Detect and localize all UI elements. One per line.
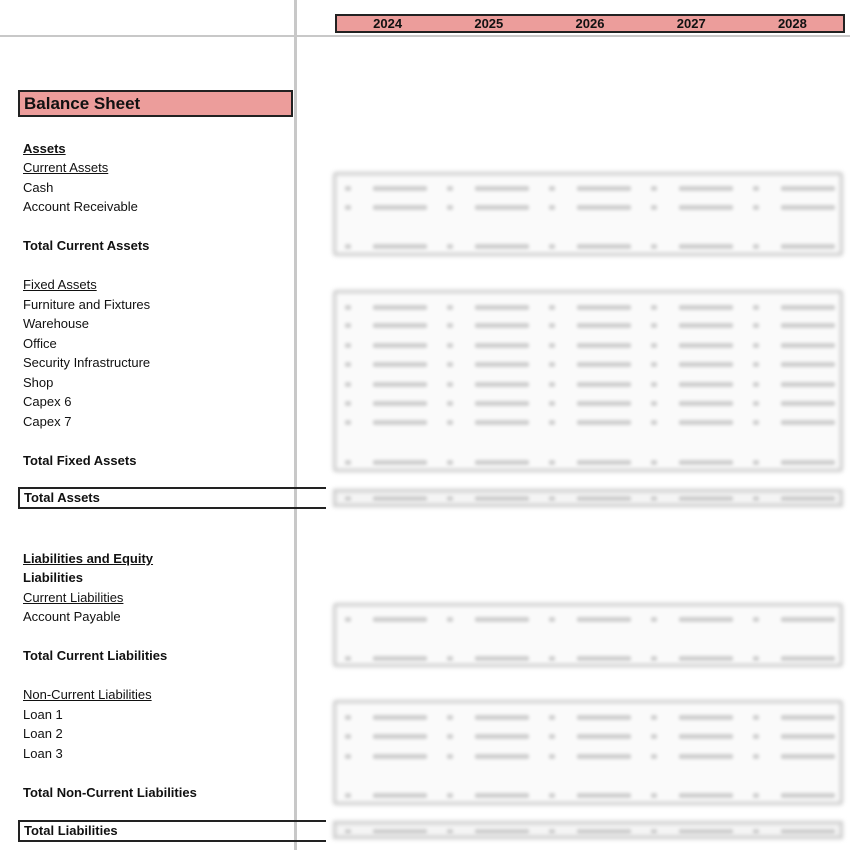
blurred-value-mark [651,305,657,310]
row-label-loan-3: Loan 3 [23,746,63,761]
blurred-value-mark [781,343,835,348]
blurred-value-mark [577,715,631,720]
blurred-value-mark [373,793,427,798]
blurred-value-mark [651,362,657,367]
blurred-value-mark [475,305,529,310]
blurred-value-mark [345,382,351,387]
blurred-value-mark [549,401,555,406]
blurred-value-mark [753,244,759,249]
blurred-value-mark [373,362,427,367]
blurred-value-mark [781,401,835,406]
blurred-value-mark [651,186,657,191]
blurred-value-mark [549,793,555,798]
blurred-value-mark [781,754,835,759]
blurred-value-mark [373,656,427,661]
blurred-value-mark [549,460,555,465]
year-2026: 2026 [575,16,605,31]
noncurrent-liabilities-heading: Non-Current Liabilities [23,687,152,702]
blurred-value-mark [679,362,733,367]
blurred-value-mark [753,362,759,367]
blurred-value-mark [447,460,453,465]
blurred-value-mark [679,186,733,191]
blurred-value-mark [447,829,453,834]
blurred-value-mark [373,460,427,465]
blurred-value-mark [373,205,427,210]
blurred-value-mark [447,656,453,661]
liabilities-heading: Liabilities [23,570,83,585]
blurred-value-mark [651,323,657,328]
blurred-value-mark [753,754,759,759]
blurred-value-mark [577,617,631,622]
blurred-value-mark [345,754,351,759]
blurred-value-mark [447,362,453,367]
blurred-value-mark [475,754,529,759]
blurred-value-mark [781,186,835,191]
blurred-value-mark [373,305,427,310]
row-label-loan-2: Loan 2 [23,726,63,741]
blurred-value-mark [651,715,657,720]
blurred-value-mark [781,617,835,622]
blurred-value-mark [447,343,453,348]
blurred-value-mark [753,656,759,661]
blurred-value-mark [781,734,835,739]
blurred-value-mark [679,793,733,798]
blurred-value-mark [753,496,759,501]
blurred-value-mark [549,617,555,622]
fixed-assets-heading: Fixed Assets [23,277,97,292]
blurred-value-mark [373,323,427,328]
column-divider [294,0,297,850]
blurred-value-mark [549,205,555,210]
row-label-furniture: Furniture and Fixtures [23,297,151,312]
blurred-value-mark [781,382,835,387]
year-header [335,14,845,33]
blurred-value-mark [373,401,427,406]
blurred-value-mark [781,205,835,210]
row-label-loan-1: Loan 1 [23,707,63,722]
blurred-value-mark [475,656,529,661]
blurred-value-mark [447,496,453,501]
blurred-value-mark [753,401,759,406]
blurred-value-mark [753,205,759,210]
blurred-value-mark [679,496,733,501]
assets-heading: Assets [23,141,66,156]
blurred-value-mark [577,305,631,310]
row-label-capex-7: Capex 7 [23,414,72,429]
blurred-value-mark [753,829,759,834]
blurred-value-mark [447,754,453,759]
total-current-assets-label: Total Current Assets [23,238,150,253]
blurred-value-mark [475,343,529,348]
blurred-value-mark [345,793,351,798]
blurred-value-mark [549,829,555,834]
blurred-value-mark [679,715,733,720]
blurred-value-mark [345,362,351,367]
blurred-value-mark [577,244,631,249]
blurred-value-mark [549,420,555,425]
row-label-shop: Shop [23,375,54,390]
blurred-value-mark [679,323,733,328]
blurred-value-mark [781,305,835,310]
blurred-value-mark [475,205,529,210]
blurred-value-mark [651,617,657,622]
year-2024: 2024 [373,16,403,31]
blurred-value-mark [679,244,733,249]
blurred-value-mark [373,244,427,249]
blurred-value-mark [447,715,453,720]
blurred-value-mark [753,793,759,798]
blurred-value-mark [577,829,631,834]
blurred-value-mark [577,460,631,465]
blurred-value-mark [651,829,657,834]
row-label-cash: Cash [23,180,54,195]
blurred-value-mark [781,496,835,501]
year-2028: 2028 [777,16,807,31]
blurred-value-mark [373,715,427,720]
blurred-value-mark [373,734,427,739]
blurred-value-mark [651,793,657,798]
blurred-value-mark [549,244,555,249]
row-label-account-receivable: Account Receivable [23,199,138,214]
blurred-value-mark [679,343,733,348]
blurred-value-mark [753,323,759,328]
blurred-value-mark [781,244,835,249]
blurred-value-mark [549,754,555,759]
header-divider [0,35,850,37]
blurred-value-mark [781,793,835,798]
blurred-value-mark [753,305,759,310]
blurred-value-mark [753,186,759,191]
blurred-value-mark [781,460,835,465]
blurred-value-mark [345,420,351,425]
blurred-value-mark [679,420,733,425]
blurred-value-mark [345,343,351,348]
blurred-value-mark [345,496,351,501]
blurred-value-mark [753,382,759,387]
blurred-value-mark [679,305,733,310]
sheet-title: Balance Sheet [18,90,293,117]
blurred-value-mark [549,382,555,387]
blurred-value-mark [475,244,529,249]
blurred-value-mark [577,205,631,210]
blurred-value-mark [577,656,631,661]
blurred-value-mark [781,420,835,425]
blurred-value-mark [753,734,759,739]
blurred-value-mark [549,323,555,328]
blurred-value-mark [447,617,453,622]
blurred-value-mark [345,205,351,210]
blurred-value-mark [753,715,759,720]
blurred-value-mark [475,829,529,834]
blurred-value-mark [475,793,529,798]
blurred-value-mark [373,382,427,387]
blurred-value-mark [577,401,631,406]
blurred-value-mark [651,420,657,425]
blurred-value-mark [679,754,733,759]
blurred-value-mark [577,362,631,367]
blurred-value-mark [753,617,759,622]
row-label-office: Office [23,336,57,351]
blurred-value-mark [345,715,351,720]
liabilities-equity-heading: Liabilities and Equity [23,551,154,566]
blurred-value-mark [345,244,351,249]
blurred-value-mark [651,754,657,759]
blurred-value-mark [549,305,555,310]
blurred-value-mark [781,829,835,834]
blurred-value-mark [373,186,427,191]
blurred-value-mark [345,829,351,834]
blurred-value-mark [447,420,453,425]
total-fixed-assets-label: Total Fixed Assets [23,453,137,468]
blurred-value-mark [753,343,759,348]
blurred-value-mark [549,715,555,720]
blurred-value-mark [651,460,657,465]
total-liabilities-label: Total Liabilities [18,820,326,842]
blurred-value-mark [651,205,657,210]
blurred-value-mark [475,401,529,406]
blurred-value-mark [447,244,453,249]
blurred-value-mark [447,793,453,798]
blurred-value-mark [475,323,529,328]
blurred-value-mark [345,656,351,661]
blurred-value-mark [345,460,351,465]
blurred-value-mark [577,323,631,328]
blurred-value-mark [549,343,555,348]
blurred-value-mark [781,362,835,367]
blurred-value-mark [781,323,835,328]
fixed-assets-values-blurred [333,290,843,472]
blurred-value-mark [447,323,453,328]
blurred-value-mark [475,186,529,191]
blurred-value-mark [345,305,351,310]
blurred-value-mark [753,420,759,425]
current-liabilities-heading: Current Liabilities [23,590,124,605]
blurred-value-mark [475,617,529,622]
blurred-value-mark [475,496,529,501]
row-label-capex-6: Capex 6 [23,394,72,409]
blurred-value-mark [345,401,351,406]
blurred-value-mark [577,754,631,759]
blurred-value-mark [475,715,529,720]
blurred-value-mark [679,617,733,622]
blurred-value-mark [373,496,427,501]
blurred-value-mark [651,656,657,661]
blurred-value-mark [475,460,529,465]
total-assets-label: Total Assets [18,487,326,509]
row-label-security: Security Infrastructure [23,355,151,370]
current-assets-heading: Current Assets [23,160,109,175]
blurred-value-mark [651,401,657,406]
blurred-value-mark [679,401,733,406]
blurred-value-mark [679,656,733,661]
blurred-value-mark [549,186,555,191]
row-label-warehouse: Warehouse [23,316,89,331]
blurred-value-mark [475,734,529,739]
blurred-value-mark [577,382,631,387]
blurred-value-mark [577,420,631,425]
blurred-value-mark [447,205,453,210]
blurred-value-mark [345,186,351,191]
blurred-value-mark [577,343,631,348]
blurred-value-mark [679,734,733,739]
blurred-value-mark [373,829,427,834]
blurred-value-mark [679,829,733,834]
blurred-value-mark [679,382,733,387]
blurred-value-mark [447,186,453,191]
blurred-value-mark [679,205,733,210]
year-2025: 2025 [474,16,504,31]
blurred-value-mark [679,460,733,465]
blurred-value-mark [475,362,529,367]
blurred-value-mark [651,244,657,249]
row-label-account-payable: Account Payable [23,609,121,624]
blurred-value-mark [373,754,427,759]
total-noncurrent-liabilities-label: Total Non-Current Liabilities [23,785,197,800]
blurred-value-mark [577,496,631,501]
blurred-value-mark [447,401,453,406]
blurred-value-mark [651,734,657,739]
blurred-value-mark [475,420,529,425]
blurred-value-mark [345,734,351,739]
blurred-value-mark [549,362,555,367]
blurred-value-mark [577,793,631,798]
blurred-value-mark [781,656,835,661]
blurred-value-mark [447,305,453,310]
blurred-value-mark [753,460,759,465]
blurred-value-mark [345,323,351,328]
blurred-value-mark [577,186,631,191]
blurred-value-mark [549,656,555,661]
blurred-value-mark [475,382,529,387]
blurred-value-mark [549,734,555,739]
blurred-value-mark [651,343,657,348]
blurred-value-mark [651,496,657,501]
year-2027: 2027 [676,16,706,31]
blurred-value-mark [549,496,555,501]
blurred-value-mark [373,420,427,425]
blurred-value-mark [345,617,351,622]
blurred-value-mark [373,617,427,622]
blurred-value-mark [447,734,453,739]
blurred-value-mark [781,715,835,720]
blurred-value-mark [373,343,427,348]
blurred-value-mark [577,734,631,739]
blurred-value-mark [651,382,657,387]
total-current-liabilities-label: Total Current Liabilities [23,648,168,663]
blurred-value-mark [447,382,453,387]
